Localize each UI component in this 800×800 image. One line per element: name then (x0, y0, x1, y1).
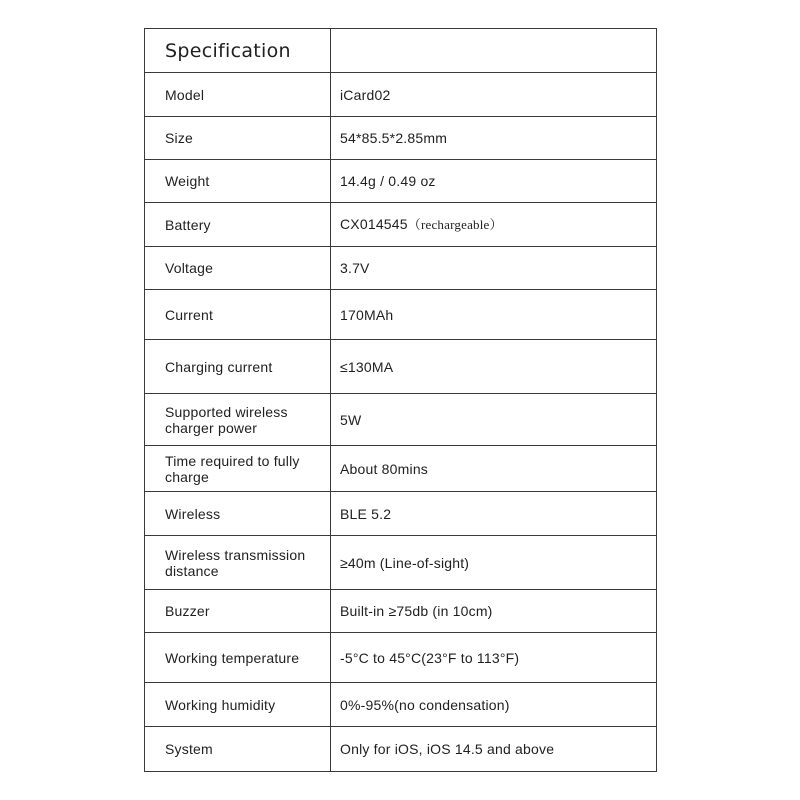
battery-note: （rechargeable） (407, 217, 503, 232)
spec-row-wireless-charger-power (145, 394, 657, 446)
spec-value: Only for iOS, iOS 14.5 and above (331, 727, 657, 772)
spec-row-current (145, 290, 657, 340)
spec-row-wireless (145, 492, 657, 536)
spec-value: -5°C to 45°C(23°F to 113°F) (331, 633, 657, 683)
spec-label: Buzzer (145, 590, 331, 633)
spec-value: ≤130MA (331, 340, 657, 394)
spec-label: Size (145, 117, 331, 160)
spec-value: ≥40m (Line-of-sight) (331, 536, 657, 590)
spec-label: Model (145, 73, 331, 117)
spec-row-size (145, 117, 657, 160)
spec-label: Working humidity (145, 683, 331, 727)
spec-label: Voltage (145, 247, 331, 290)
spec-value: 5W (331, 394, 657, 446)
spec-row-charging-current (145, 340, 657, 394)
spec-row-weight (145, 160, 657, 203)
table-title: Specification (145, 29, 331, 73)
spec-row-working-humidity (145, 683, 657, 727)
spec-label: Charging current (145, 340, 331, 394)
spec-row-transmission-distance (145, 536, 657, 590)
spec-value: About 80mins (331, 446, 657, 492)
spec-row-buzzer (145, 590, 657, 633)
spec-value: 0%-95%(no condensation) (331, 683, 657, 727)
spec-value: 3.7V (331, 247, 657, 290)
table-header-row (145, 29, 657, 73)
spec-label: Battery (145, 203, 331, 247)
spec-value: 170MAh (331, 290, 657, 340)
spec-value: 54*85.5*2.85mm (331, 117, 657, 160)
spec-row-working-temperature (145, 633, 657, 683)
spec-label: Wireless transmission distance (145, 536, 331, 590)
spec-row-voltage (145, 247, 657, 290)
spec-label: Time required to fully charge (145, 446, 331, 492)
spec-value: 14.4g / 0.49 oz (331, 160, 657, 203)
spec-row-battery (145, 203, 657, 247)
spec-value: iCard02 (331, 73, 657, 117)
spec-value: BLE 5.2 (331, 492, 657, 536)
spec-value: Built-in ≥75db (in 10cm) (331, 590, 657, 633)
spec-label: System (145, 727, 331, 772)
spec-label: Weight (145, 160, 331, 203)
table-header-value (331, 29, 657, 73)
spec-label: Current (145, 290, 331, 340)
specification-table (144, 28, 657, 772)
spec-label: Working temperature (145, 633, 331, 683)
battery-model: CX014545 (340, 216, 408, 232)
spec-label: Supported wireless charger power (145, 394, 331, 446)
spec-row-charge-time (145, 446, 657, 492)
spec-label: Wireless (145, 492, 331, 536)
spec-row-system (145, 727, 657, 772)
spec-row-model (145, 73, 657, 117)
spec-value-battery (331, 203, 657, 247)
